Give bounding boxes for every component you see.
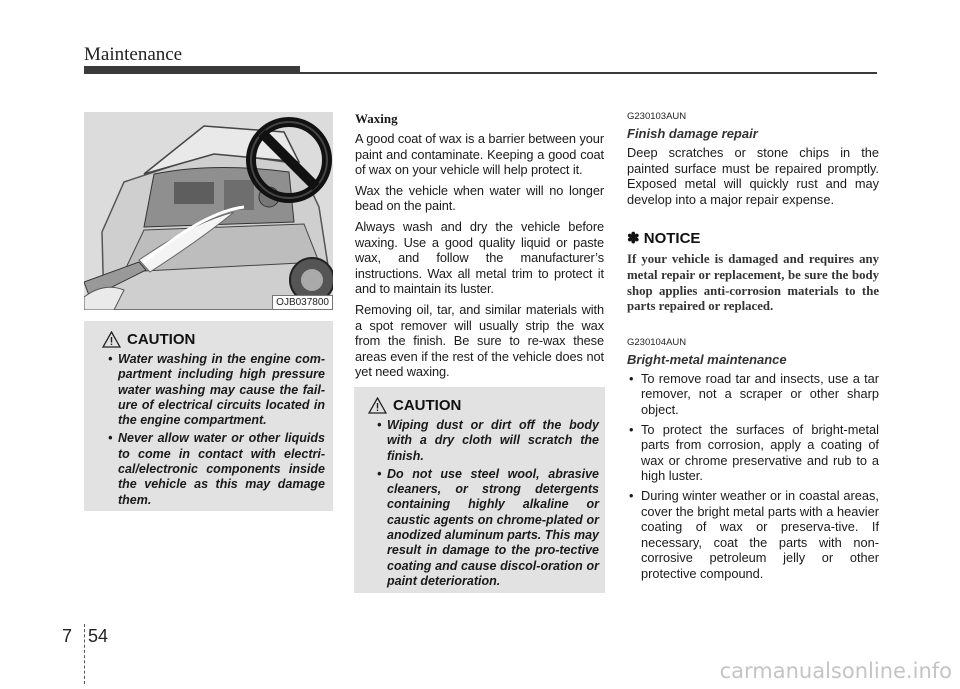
caution-heading xyxy=(102,331,333,348)
waxing-paragraph: Wax the vehicle when water will no longer bead on the paint. xyxy=(355,182,604,214)
list-item xyxy=(627,422,879,484)
caution-list xyxy=(84,352,333,508)
page-number: 54 xyxy=(88,626,109,646)
waxing-section xyxy=(355,111,604,385)
right-column xyxy=(627,111,879,585)
caution-item-text: Wiping dust or dirt off the body with a dry cloth will scratch the finish. xyxy=(387,418,599,463)
bullet: • xyxy=(629,421,634,437)
waxing-paragraph: Always wash and dry the vehicle before waxing. Use a good quality liquid or paste wax, and follow the manufacturer’s instructions. Wax all metal trim to protect it and to maintain its luster. xyxy=(355,218,604,297)
header-bar xyxy=(84,66,300,74)
list-item xyxy=(627,488,879,582)
caution-item-text: Do not use steel wool, abrasive cleaners, or strong detergents containing highly alkaline or caustic agents on chrome-plated or anodized aluminum parts. This may result in damage to the pro-tective coating and cause discol-oration or paint deterioration. xyxy=(387,466,599,588)
notice-heading: ✽ NOTICE xyxy=(627,230,701,248)
bullet: • xyxy=(377,466,382,481)
engine-washing-illustration xyxy=(84,112,333,310)
caution-box-wiping xyxy=(354,387,605,593)
notice-body: If your vehicle is damaged and requires any metal repair or replacement, be sure the body shop applies anti-corrosion materials to the parts repaired or replaced. xyxy=(627,252,879,314)
list-item-text: To remove road tar and insects, use a tar remover, not a scraper or other sharp object. xyxy=(641,370,879,417)
waxing-heading: Waxing xyxy=(355,111,398,126)
caution-box-engine xyxy=(84,321,333,511)
caution-title: CAUTION xyxy=(393,397,462,414)
figure-code: OJB037800 xyxy=(272,295,333,310)
caution-item xyxy=(354,467,605,589)
watermark: carmanualsonline.info xyxy=(719,659,952,683)
bright-metal-heading: Bright-metal maintenance xyxy=(627,351,787,367)
bullet: • xyxy=(377,418,382,432)
caution-item xyxy=(84,431,333,507)
warning-triangle-icon xyxy=(102,331,121,348)
finish-damage-body: Deep scratches or stone chips in the painted surface must be repaired promptly. Exposed metal will quickly rust and may develop into a major repair expense. xyxy=(627,145,879,207)
caution-list xyxy=(354,418,605,589)
section-code: G230103AUN xyxy=(627,111,687,122)
waxing-paragraph: Removing oil, tar, and similar materials with a spot remover will usually strip the wax from the finish. Be sure to re-wax these areas even if the rest of the vehicle does not yet need waxing. xyxy=(355,301,604,380)
waxing-paragraph: A good coat of wax is a barrier between your paint and contaminate. Keeping a good coat of wax on your vehicle will help protect it. xyxy=(355,131,604,178)
header-rule xyxy=(300,72,877,74)
bullet: • xyxy=(629,370,634,386)
footer-divider xyxy=(84,624,86,684)
caution-heading xyxy=(368,397,605,414)
caution-item xyxy=(354,418,605,464)
bright-metal-list xyxy=(627,371,879,582)
list-item xyxy=(627,371,879,418)
list-item-text: To protect the surfaces of bright-metal parts from corrosion, apply a coating of wax or chrome preservative and rub to a high luster. xyxy=(641,421,879,484)
warning-triangle-icon xyxy=(368,397,387,414)
bullet: • xyxy=(108,352,113,366)
caution-item-text: Water washing in the engine com-partment including high pressure water washing may cause the fail-ure of electrical circuits located in the engine compartment. xyxy=(118,352,325,428)
caution-title: CAUTION xyxy=(127,331,196,348)
chapter-number: 7 xyxy=(62,626,73,646)
bullet: • xyxy=(629,487,634,503)
bullet: • xyxy=(108,431,113,446)
prohibited-engine-wash-image xyxy=(84,112,333,310)
finish-damage-heading: Finish damage repair xyxy=(627,126,758,141)
caution-item-text: Never allow water or other liquids to come in contact with electri-cal/electronic components inside the vehicle as this may damage them. xyxy=(118,431,325,507)
list-item-text: During winter weather or in coastal areas, cover the bright metal parts with a heavier coating of wax or preserva-tive. If necessary, coat the parts with non-corrosive petroleum jelly or other protective compound. xyxy=(641,487,879,581)
page-header-title: Maintenance xyxy=(84,44,183,65)
caution-item xyxy=(84,352,333,428)
section-code: G230104AUN xyxy=(627,336,687,348)
